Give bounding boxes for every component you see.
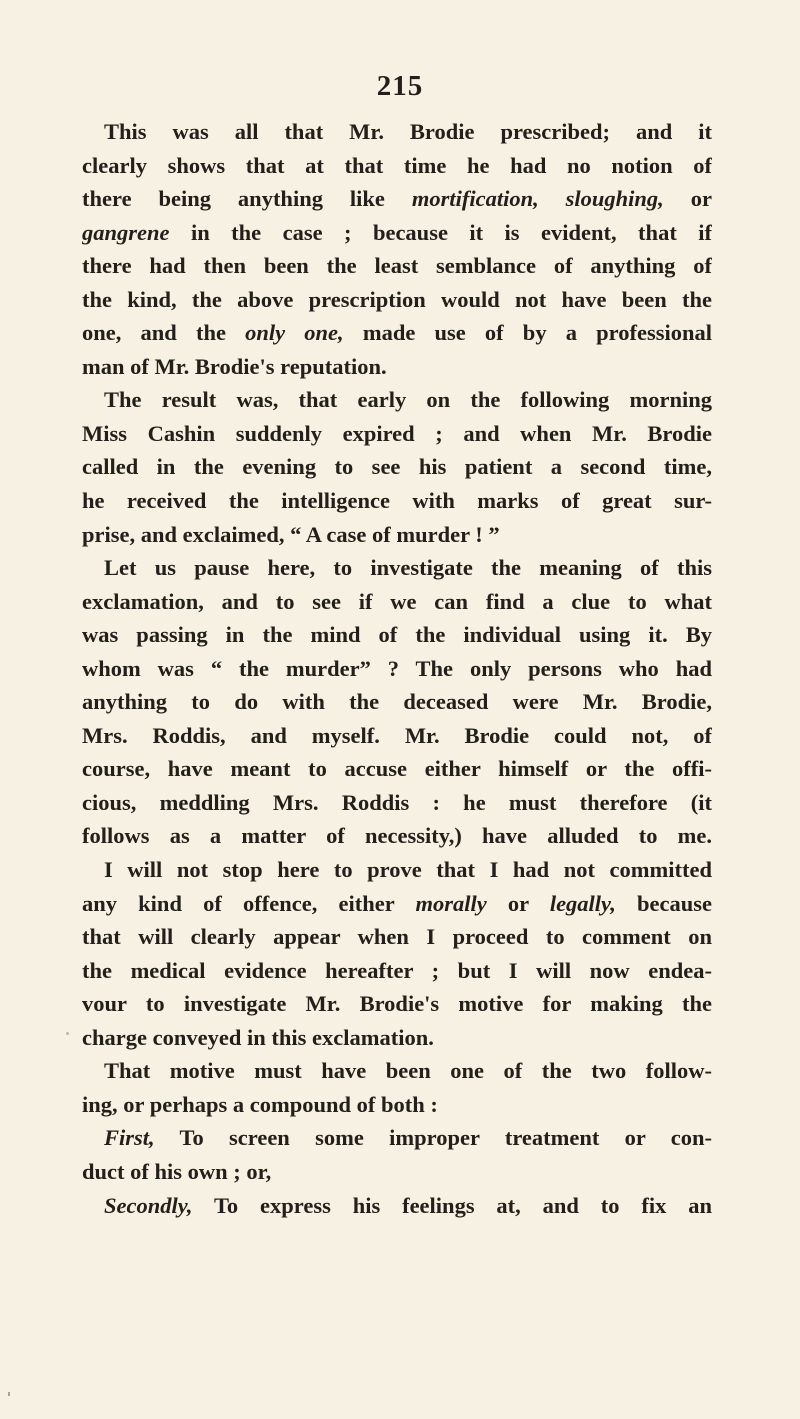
text-segment: Let us pause here, to investigate the meaning of this xyxy=(104,555,712,581)
text-line xyxy=(82,853,712,887)
text-line xyxy=(82,1088,712,1122)
text-segment: in the case ; because it is evident, that if xyxy=(169,219,712,245)
text-line xyxy=(82,283,712,317)
text-line xyxy=(82,484,712,518)
text-line xyxy=(82,887,712,921)
text-line xyxy=(82,618,712,652)
page-number: 215 xyxy=(376,70,424,102)
text-segment: or xyxy=(663,186,712,212)
text-line xyxy=(82,1121,712,1155)
text-segment: I will not stop here to prove that I had not committed xyxy=(104,857,712,883)
paper-mark xyxy=(8,1392,10,1396)
text-segment: whom was “ the murder” ? The only persons who had xyxy=(82,655,712,681)
text-line xyxy=(82,551,712,585)
paper-speck xyxy=(66,1032,69,1035)
text-segment: charge conveyed in this exclamation. xyxy=(82,1024,434,1050)
text-line xyxy=(82,216,712,250)
text-segment: Mrs. Roddis, and myself. Mr. Brodie could not, of xyxy=(82,722,712,748)
text-segment: course, have meant to accuse either himself or the offi- xyxy=(82,756,712,782)
text-segment: any kind of offence, either xyxy=(82,890,416,916)
text-segment: That motive must have been one of the two follow- xyxy=(104,1058,712,1084)
text-line xyxy=(82,685,712,719)
text-segment: follows as a matter of necessity,) have alluded to me. xyxy=(82,823,712,849)
text-segment: called in the evening to see his patient a second time, xyxy=(82,454,712,480)
text-line xyxy=(82,786,712,820)
text-segment: cious, meddling Mrs. Roddis : he must therefore (it xyxy=(82,789,712,815)
text-segment: because xyxy=(615,890,712,916)
text-segment: the medical evidence hereafter ; but I will now endea- xyxy=(82,957,712,983)
italic-text: mortification, sloughing, xyxy=(411,186,664,212)
body-text xyxy=(82,115,712,1222)
text-segment: ing, or perhaps a compound of both : xyxy=(82,1091,438,1117)
text-line xyxy=(82,249,712,283)
text-segment: he received the intelligence with marks of great sur- xyxy=(82,488,712,514)
text-line xyxy=(82,819,712,853)
text-line xyxy=(82,115,712,149)
italic-text: morally xyxy=(415,890,487,916)
text-segment: To express his feelings at, and to fix an xyxy=(192,1192,712,1218)
text-segment: duct of his own ; or, xyxy=(82,1158,272,1184)
text-segment: prise, and exclaimed, “ A case of murder ! ” xyxy=(82,521,500,547)
text-segment: The result was, that early on the following morning xyxy=(104,387,712,413)
text-segment: or xyxy=(486,890,550,916)
text-line xyxy=(82,1155,712,1189)
text-segment: vour to investigate Mr. Brodie's motive for making the xyxy=(82,991,712,1017)
text-segment: was passing in the mind of the individual using it. By xyxy=(82,622,712,648)
text-segment: Miss Cashin suddenly expired ; and when Mr. Brodie xyxy=(82,420,712,446)
text-line xyxy=(82,987,712,1021)
italic-text: only one, xyxy=(245,320,344,346)
text-segment: man of Mr. Brodie's reputation. xyxy=(82,353,387,379)
text-line xyxy=(82,316,712,350)
text-line xyxy=(82,182,712,216)
text-line xyxy=(82,920,712,954)
text-line xyxy=(82,1021,712,1055)
text-line xyxy=(82,719,712,753)
text-segment: there had then been the least semblance of anything of xyxy=(82,253,712,279)
text-line xyxy=(82,752,712,786)
italic-text: Secondly, xyxy=(104,1192,193,1218)
text-line xyxy=(82,518,712,552)
text-line xyxy=(82,383,712,417)
text-segment: clearly shows that at that time he had no notion of xyxy=(82,152,712,178)
italic-text: gangrene xyxy=(82,219,170,245)
text-line xyxy=(82,1189,712,1223)
text-line xyxy=(82,954,712,988)
text-segment: exclamation, and to see if we can find a clue to what xyxy=(82,588,712,614)
text-line xyxy=(82,652,712,686)
italic-text: First, xyxy=(104,1125,155,1151)
text-segment: made use of by a professional xyxy=(343,320,712,346)
text-segment: To screen some improper treatment or con- xyxy=(154,1125,712,1151)
text-segment: that will clearly appear when I proceed to comment on xyxy=(82,924,712,950)
text-line xyxy=(82,585,712,619)
text-segment: there being anything like xyxy=(82,186,412,212)
text-line xyxy=(82,350,712,384)
text-segment: the kind, the above prescription would not have been the xyxy=(82,286,712,312)
text-segment: one, and the xyxy=(82,320,246,346)
text-line xyxy=(82,417,712,451)
text-segment: This was all that Mr. Brodie prescribed; and it xyxy=(104,119,712,144)
text-line xyxy=(82,450,712,484)
text-line xyxy=(82,149,712,183)
text-segment: anything to do with the deceased were Mr. Brodie, xyxy=(82,689,712,715)
text-line xyxy=(82,1054,712,1088)
italic-text: legally, xyxy=(549,890,616,916)
